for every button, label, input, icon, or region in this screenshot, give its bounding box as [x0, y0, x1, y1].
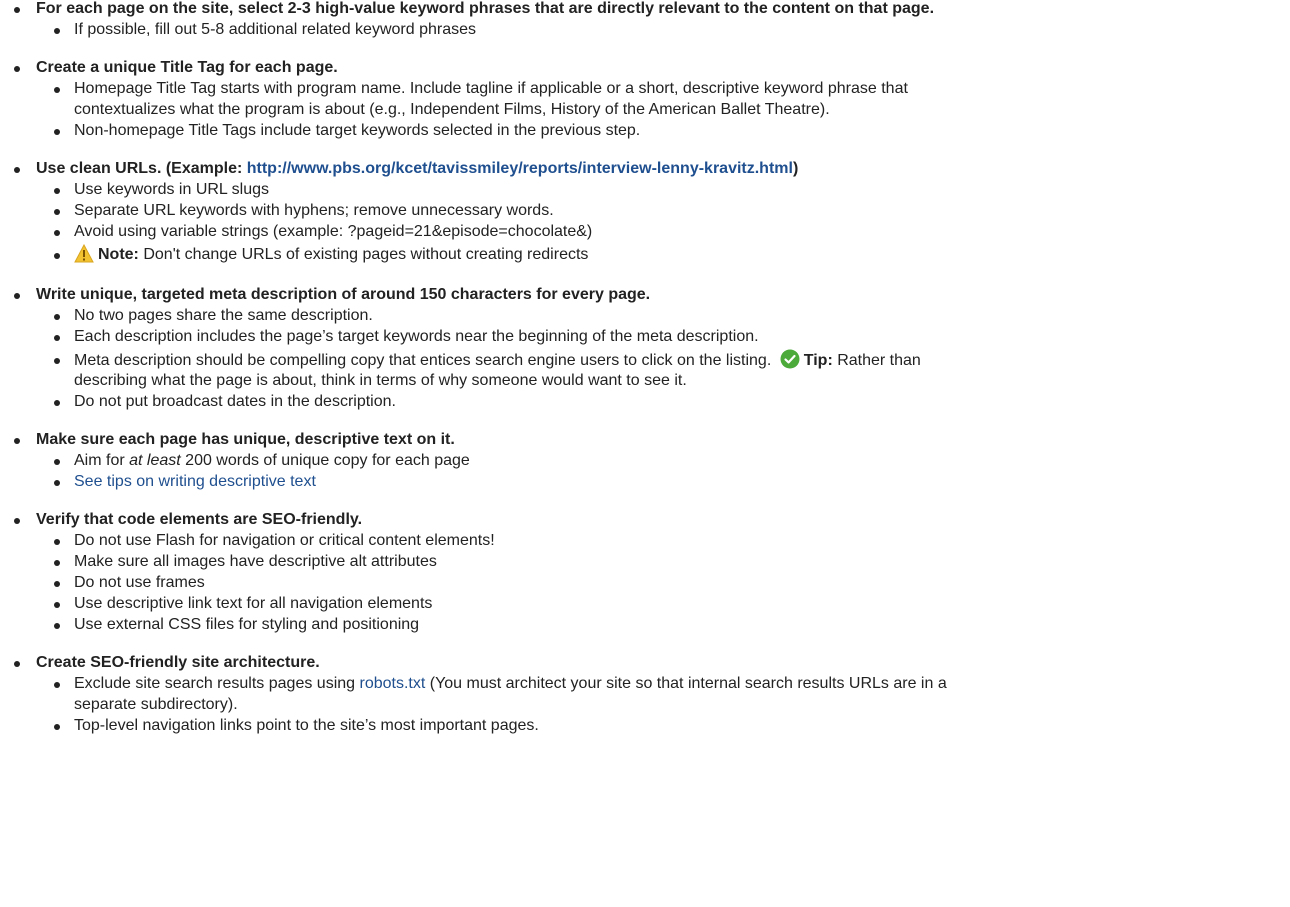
list-item: Homepage Title Tag starts with program name. Include tagline if applicable or a short, descriptive keyword phrase that: [74, 80, 908, 97]
section-heading: [36, 158, 798, 179]
tip-label: Tip:: [803, 352, 833, 369]
check-circle-icon: [780, 349, 800, 369]
bullet: [54, 335, 60, 341]
bullet: [54, 400, 60, 406]
bullet: [54, 560, 60, 566]
tips-link[interactable]: See tips on writing descriptive text: [74, 473, 316, 490]
tip-text: Rather than: [832, 352, 921, 369]
bullet: [14, 438, 20, 444]
section-heading: For each page on the site, select 2-3 high-value keyword phrases that are directly relevant to the content on that page.: [36, 0, 935, 17]
bullet: [14, 293, 20, 299]
section-heading: Create a unique Title Tag for each page.: [36, 59, 338, 76]
heading-prefix: Use clean URLs. (Example:: [36, 160, 247, 177]
example-url-link[interactable]: http://www.pbs.org/kcet/tavissmiley/reports/interview-lenny-kravitz.html: [246, 160, 793, 177]
list-item: Make sure all images have descriptive alt attributes: [74, 553, 437, 570]
list-item: Use keywords in URL slugs: [74, 181, 270, 198]
bullet: [54, 230, 60, 236]
section-heading: Make sure each page has unique, descriptive text on it.: [36, 431, 455, 448]
bullet: [54, 682, 60, 688]
list-item: Non-homepage Title Tags include target keywords selected in the previous step.: [74, 122, 641, 139]
list-item: Use descriptive link text for all navigation elements: [74, 595, 433, 612]
bullet: [54, 623, 60, 629]
item-prefix: Aim for: [74, 452, 130, 469]
bullet: [54, 253, 60, 259]
list-item: Do not put broadcast dates in the description.: [74, 393, 396, 410]
section-heading: Create SEO-friendly site architecture.: [36, 654, 320, 671]
list-item: Do not use Flash for navigation or critical content elements!: [74, 532, 495, 549]
meta-item-text: Meta description should be compelling copy that entices search engine users to click on the listing.: [74, 352, 772, 369]
list-item: If possible, fill out 5-8 additional related keyword phrases: [74, 21, 476, 38]
note-item: [74, 244, 1279, 265]
list-item-continued: separate subdirectory).: [74, 696, 238, 713]
bullet: [54, 539, 60, 545]
bullet: [54, 129, 60, 135]
list-item: [74, 450, 1279, 471]
list-item: Avoid using variable strings (example: ?pageid=21&episode=chocolate&): [74, 223, 593, 240]
heading-suffix: ): [792, 160, 799, 177]
note-text: Don't change URLs of existing pages without creating redirects: [138, 246, 589, 263]
bullet: [54, 459, 60, 465]
bullet: [14, 7, 20, 13]
section-heading: Verify that code elements are SEO-friendly.: [36, 511, 363, 528]
bullet: [14, 518, 20, 524]
list-item: Each description includes the page’s target keywords near the beginning of the meta description.: [74, 328, 759, 345]
bullet: [54, 87, 60, 93]
item-suffix: (You must architect your site so that internal search results URLs are in a: [425, 675, 947, 692]
list-item: Separate URL keywords with hyphens; remove unnecessary words.: [74, 202, 554, 219]
bullet: [14, 66, 20, 72]
bullet: [54, 209, 60, 215]
item-emphasis: at least: [129, 452, 181, 469]
robots-txt-link[interactable]: robots.txt: [359, 675, 426, 692]
bullet: [54, 581, 60, 587]
item-prefix: Exclude site search results pages using: [74, 675, 360, 692]
bullet: [54, 28, 60, 34]
bullet: [14, 661, 20, 667]
note-label: Note:: [98, 246, 139, 263]
list-item: [74, 471, 1279, 492]
bullet: [54, 314, 60, 320]
list-item: [74, 349, 1279, 371]
bullet: [54, 480, 60, 486]
list-item: Top-level navigation links point to the site’s most important pages.: [74, 717, 539, 734]
warning-triangle-icon: [74, 244, 94, 263]
item-suffix: 200 words of unique copy for each page: [180, 452, 470, 469]
list-item: Use external CSS files for styling and positioning: [74, 616, 420, 633]
bullet: [54, 602, 60, 608]
bullet: [54, 188, 60, 194]
section-heading: Write unique, targeted meta description of around 150 characters for every page.: [36, 286, 651, 303]
list-item: [74, 673, 1279, 694]
bullet: [54, 724, 60, 730]
list-item-continued: contextualizes what the program is about (e.g., Independent Films, History of the American Ballet Theatre).: [74, 101, 830, 118]
bullet: [14, 167, 20, 173]
list-item: No two pages share the same description.: [74, 307, 373, 324]
list-item-continued: describing what the page is about, think in terms of why someone would want to see it.: [74, 372, 687, 389]
list-item: Do not use frames: [74, 574, 205, 591]
bullet: [54, 358, 60, 364]
